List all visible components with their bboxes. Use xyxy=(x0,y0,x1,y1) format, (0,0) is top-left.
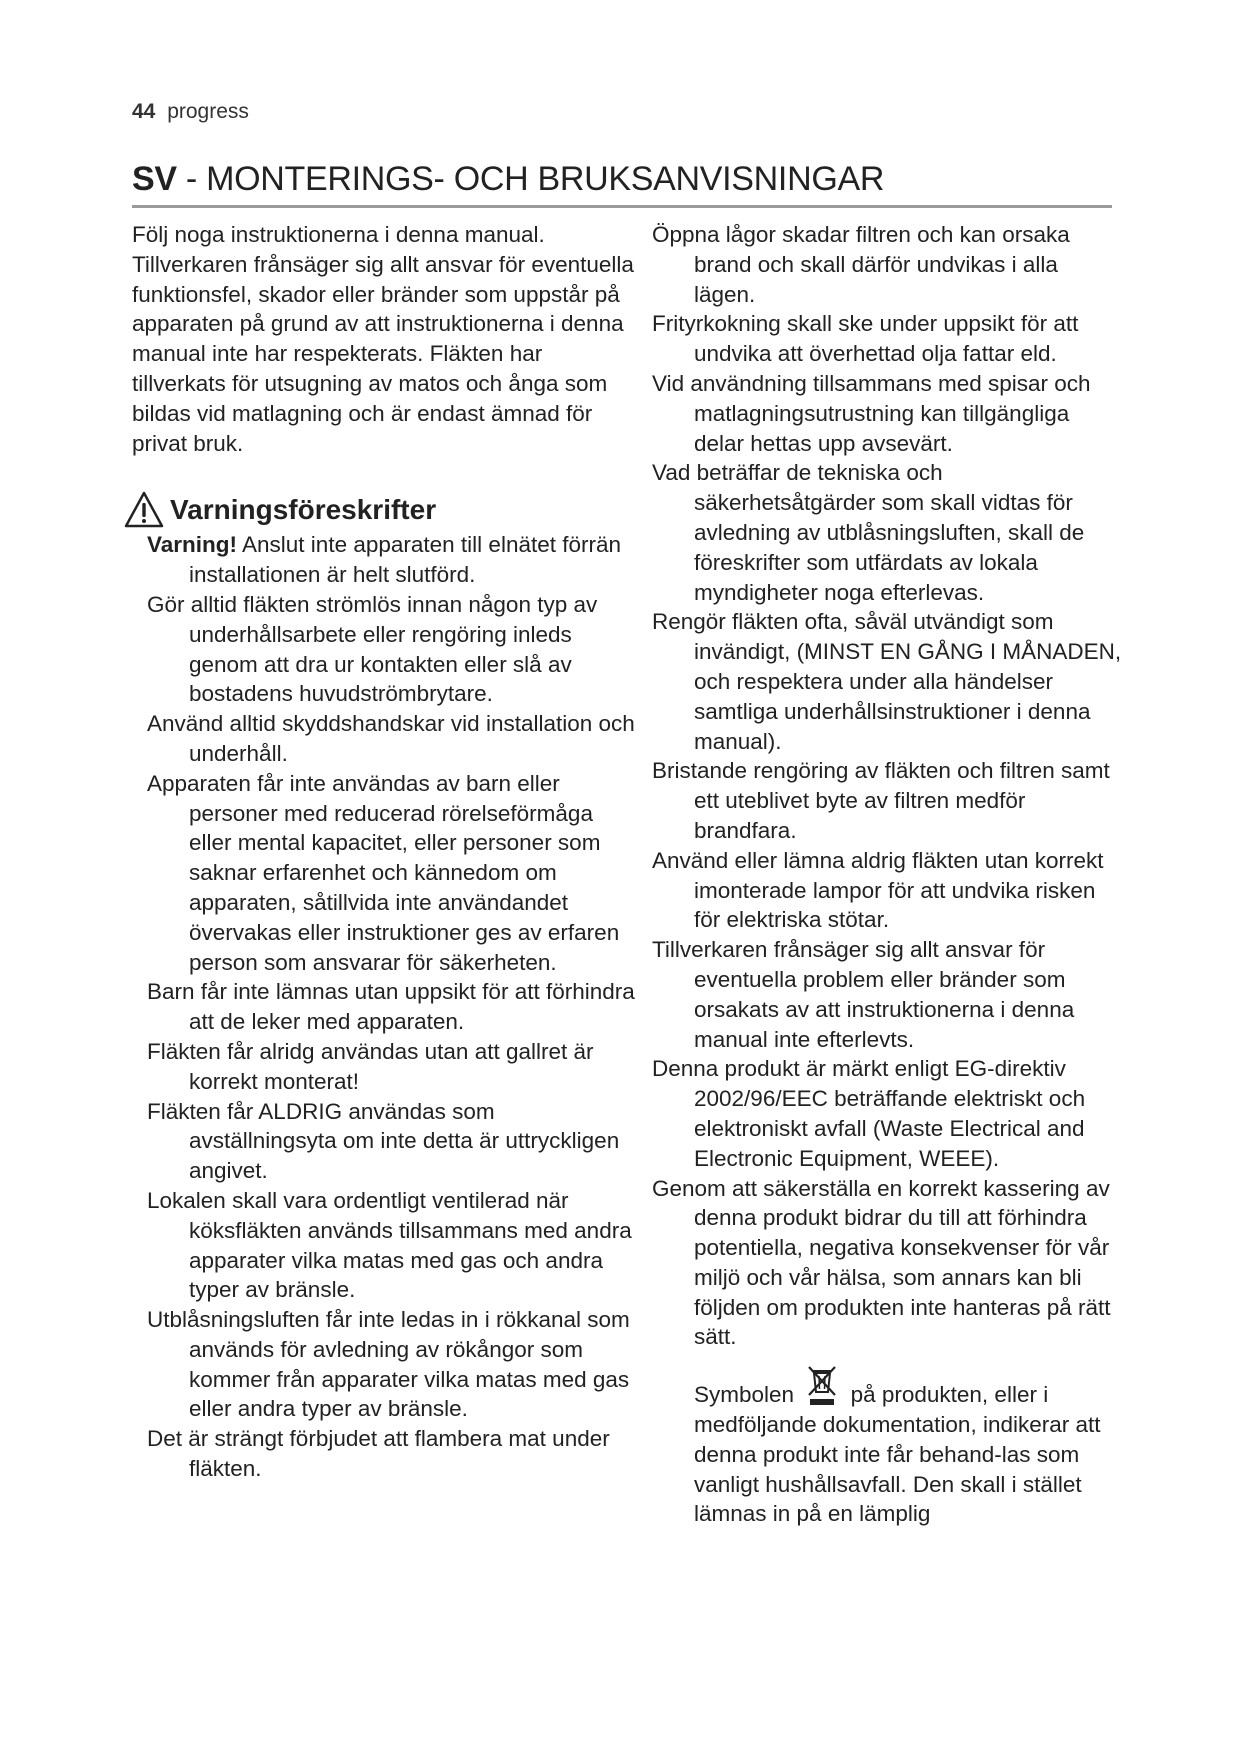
list-item: Fläkten får ALDRIG användas som avställningsyta om inte detta är uttryckligen angivet. xyxy=(147,1098,620,1184)
title-divider xyxy=(132,205,1112,208)
list-item: Denna produkt är märkt enligt EG-direktiv 2002/96/EEC beträffande elektriskt och elektroniskt avfall (Waste Electrical and Electronic Equipment, WEEE). xyxy=(652,1056,1086,1171)
title-text: - MONTERINGS- OCH BRUKSANVISNINGAR xyxy=(176,160,885,198)
warning-triangle-icon xyxy=(124,490,164,530)
warnings-heading xyxy=(132,490,637,530)
symbol-paragraph: Symbolen på produkten, eller i medföljande dokumentation, indikerar att denna produkt inte får behand-las som vanligt hushållsavfall. Den skall i stället lämnas in på en lämplig xyxy=(652,1364,1122,1529)
list-item: Öppna lågor skadar filtren och kan orsaka brand och skall därför undvikas i alla lägen. xyxy=(652,222,1070,307)
warnings-list-left xyxy=(132,530,637,1484)
language-code: SV xyxy=(132,160,177,198)
page-header xyxy=(132,100,249,124)
warnings-title: Varningsföreskrifter xyxy=(170,494,437,526)
list-item: Genom att säkerställa en korrekt kassering av denna produkt bidrar du till att förhindra potentiella, negativa konsekvenser för vår miljö och vår hälsa, som annars kan bli följden om produkten inte hanteras på rätt sätt. xyxy=(652,1175,1111,1350)
list-item: Rengör fläkten ofta, såväl utvändigt som invändigt, (MINST EN GÅNG I MÅNADEN, och respektera under alla händelser samtliga underhållsinstruktioner i denna manual). xyxy=(652,609,1122,754)
brand-name: progress xyxy=(167,100,249,123)
list-item: Apparaten får inte användas av barn eller personer med reducerad rörelseförmåga eller mental kapacitet, eller personer som saknar erfarenhet och kännedom om apparaten, såtillvida inte användandet övervakas eller instruktioner ges av erfaren person som ansvarar för säkerheten. xyxy=(147,770,620,975)
intro-paragraph: Följ noga instruktionerna i denna manual. Tillverkaren frånsäger sig allt ansvar för eventuella funktionsfel, skador eller bränder som uppstår på apparaten på grund av att instruktionerna i denna manual inte har respekterats. Fläkten har tillverkats för utsugning av matos och ånga som bildas vid matlagning och är endast ämnad för privat bruk. xyxy=(132,222,634,456)
list-item: Frityrkokning skall ske under uppsikt för att undvika att överhettad olja fattar eld. xyxy=(652,311,1079,367)
list-item: Gör alltid fläkten strömlös innan någon typ av underhållsarbete eller rengöring inleds genom att dra ur kontakten eller slå av bostadens huvudströmbrytare. xyxy=(147,591,598,707)
warnings-list-right xyxy=(652,220,1122,1352)
list-item: Tillverkaren frånsäger sig allt ansvar för eventuella problem eller bränder som orsakats av att instruktionerna i denna manual inte efterlevts. xyxy=(652,937,1075,1052)
list-item: Utblåsningsluften får inte ledas in i rökkanal som används för avledning av rökångor som kommer från apparater vilka matas med gas eller andra typer av bränsle. xyxy=(147,1307,630,1422)
list-item: Lokalen skall vara ordentligt ventilerad när köksfläkten används tillsammans med andra apparater vilka matas med gas och andra typer av bränsle. xyxy=(147,1187,632,1303)
page-title xyxy=(132,160,884,199)
right-column xyxy=(652,220,1122,1552)
list-item: Använd eller lämna aldrig fläkten utan korrekt imonterade lampor för att undvika risken för elektriska stötar. xyxy=(652,847,1104,933)
crossed-bin-icon xyxy=(804,1364,840,1406)
list-item: Det är strängt förbjudet att flambera mat under fläkten. xyxy=(147,1426,610,1482)
warning-label: Varning! xyxy=(147,532,238,558)
list-item: Bristande rengöring av fläkten och filtren samt ett uteblivet byte av filtren medför brandfara. xyxy=(652,758,1110,843)
list-item: Använd alltid skyddshandskar vid installation och underhåll. xyxy=(147,711,635,766)
list-item: Varning! Anslut inte apparaten till elnätet förrän installationen är helt slutförd. xyxy=(147,532,622,588)
left-column xyxy=(132,220,637,1484)
page-number: 44 xyxy=(132,100,156,123)
list-item: Barn får inte lämnas utan uppsikt för att förhindra att de leker med apparaten. xyxy=(147,979,635,1035)
list-item: Vad beträffar de tekniska och säkerhetsåtgärder som skall vidtas för avledning av utblåsningsluften, skall de föreskrifter som utfärdats av lokala myndigheter noga efterlevas. xyxy=(652,460,1085,605)
list-item: Vid användning tillsammans med spisar och matlagningsutrustning kan tillgängliga delar hettas upp avsevärt. xyxy=(652,370,1091,456)
list-item: Fläkten får alridg användas utan att gallret är korrekt monterat! xyxy=(147,1038,594,1094)
